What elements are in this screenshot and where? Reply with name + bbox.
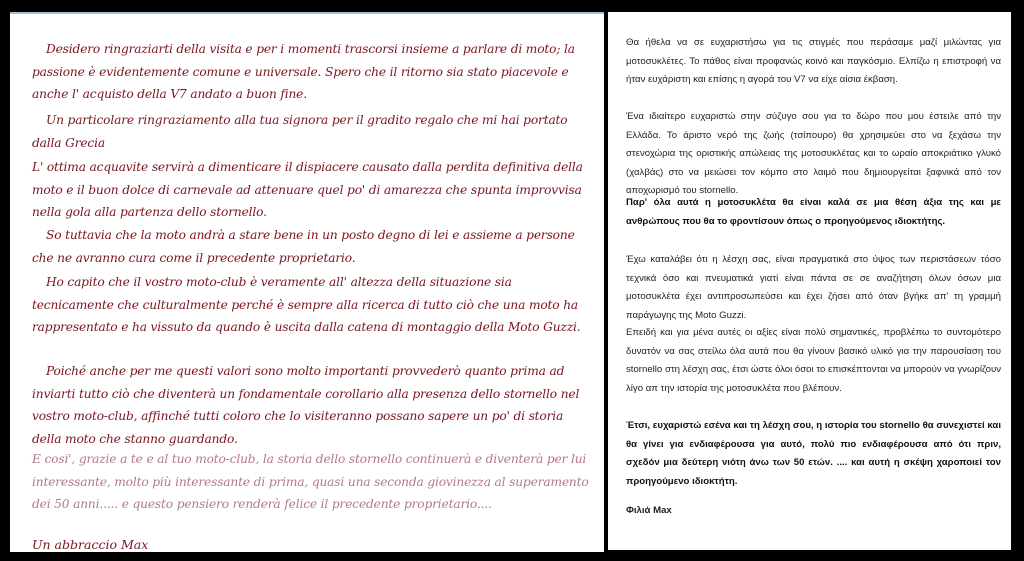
greek-paragraph-5: Επειδή και για μένα αυτές οι αξίες είναι πολύ σημαντικές, προβλέπω το συντομότερο δυνατόν να σας στείλω όλα αυτά που θα γίνουν βασικό υλικό για την παρουσίαση του stornello στη λέσχη σας, έτσι ώστε όλοι όσοι το επισκέπτονται να μπορούν να γνωρίζουν λίγο απ την ιστορία της μοτοσυκλέτα που βλέπουν. bbox=[626, 327, 1001, 394]
italian-signoff: Un abbraccio Max bbox=[32, 537, 149, 552]
italian-paragraph-3: L' ottima acquavite servirà a dimenticare il dispiacere causato dalla perdita definitiva della moto e il buon dolce di carnevale ad attenuare quel po' di amarezza che spunta improvvisa nella gola alla partenza dello stornello. bbox=[32, 160, 583, 220]
greek-paragraph-4: Έχω καταλάβει ότι η λέσχη σας, είναι πραγματικά στο ύψος των περιστάσεων τόσο τεχνικά όσο και πνευματικά γιατί είναι πάντα σε σε αναζήτηση όλων όσων μια μοτοσυκλέτα έχει αντιπροσωπεύσει και έχει ζήσει από όταν βγήκε απ' τη γραμμή παράγωγης της Moto Guzzi. bbox=[626, 254, 1001, 321]
italian-paragraph-1: Desidero ringraziarti della visita e per i momenti trascorsi insieme a parlare di moto; la passione è evidentemente comune e universale. Spero che il ritorno sia stato piacevole e anche l' acquisto della V7 andato a buon fine. bbox=[32, 42, 575, 102]
italian-letter-page bbox=[10, 12, 604, 552]
italian-paragraph-7: E cosi', grazie a te e al tuo moto-club, la storia dello stornello continuerà e diventerà per lui interessante, molto più interessante di prima, quasi una seconda giovinezza al superamento dei 50 anni..... e questo pensiero renderà felice il precedente proprietario.... bbox=[32, 452, 589, 512]
greek-signoff: Φιλιά Max bbox=[626, 505, 672, 516]
greek-paragraph-1: Θα ήθελα να σε ευχαριστήσω για τις στιγμές που περάσαμε μαζί μιλώντας για μοτοσυκλέτες. Το πάθος είναι προφανώς κοινό και παγκόσμιο. Ελπίζω η επιστροφή να ήταν ευχάριστη και επίσης η αγορά του V7 να είχε αίσια έκβαση. bbox=[626, 37, 1001, 86]
greek-paragraph-6: Έτσι, ευχαριστώ εσένα και τη λέσχη σου, η ιστορία του stornello θα συνεχιστεί και θα γίνει για ενδιαφέρουσα για αυτό, πολύ πιο ενδιαφέρουσα από ότι πριν, σχεδόν μια δεύτερη νιότη άνω των 50 ετών. .... και αυτή η σκέψη χαροποιεί τον προηγούμενο ιδιοκτήτη. bbox=[626, 420, 1001, 487]
italian-paragraph-2: Un particolare ringraziamento alla tua signora per il gradito regalo che mi hai portato dalla Grecia bbox=[32, 113, 568, 150]
italian-paragraph-5: Ho capito che il vostro moto-club è veramente all' altezza della situazione sia tecnicamente che culturalmente perché è sempre alla ricerca di tutto ciò che una moto ha rappresentato e ha vissuto da quando è uscita dalla catena di montaggio della Moto Guzzi. bbox=[32, 275, 581, 335]
italian-paragraph-6: Poiché anche per me questi valori sono molto importanti provvederò quanto prima ad inviarti tutto ciò che diventerà un fondamentale corollario alla presenza dello stornello nel vostro moto-club, affinché tutti coloro che lo visiteranno possano sapere un po' di storia della moto che stanno guardando. bbox=[32, 364, 580, 446]
italian-paragraph-4: So tuttavia che la moto andrà a stare bene in un posto degno di lei e assieme a persone che ne avranno cura come il precedente proprietario. bbox=[32, 228, 575, 265]
greek-paragraph-3: Παρ' όλα αυτά η μοτοσυκλέτα θα είναι καλά σε μια θέση άξια της και με ανθρώπους που θα το φροντίσουν όπως ο προηγούμενος ιδιοκτήτης. bbox=[626, 197, 1001, 227]
greek-paragraph-2: Ένα ιδιαίτερο ευχαριστώ στην σύζυγο σου για το δώρο που μου έστειλε από την Ελλάδα. Το άριστο νερό της ζωής (τσίπουρο) θα χρησιμεύει στο να ξεχάσω την στενοχώρια της οριστικής απώλειας της μοτοσυκλέτας και το ωραίο αποκριάτικο γλυκό (χαλβάς) στο να μειώσει τον κόμπο στο λαιμό που δημιουργείται ξαφνικά από τον αποχωρισμό του stornello. bbox=[626, 111, 1001, 197]
greek-letter-page bbox=[608, 12, 1011, 550]
